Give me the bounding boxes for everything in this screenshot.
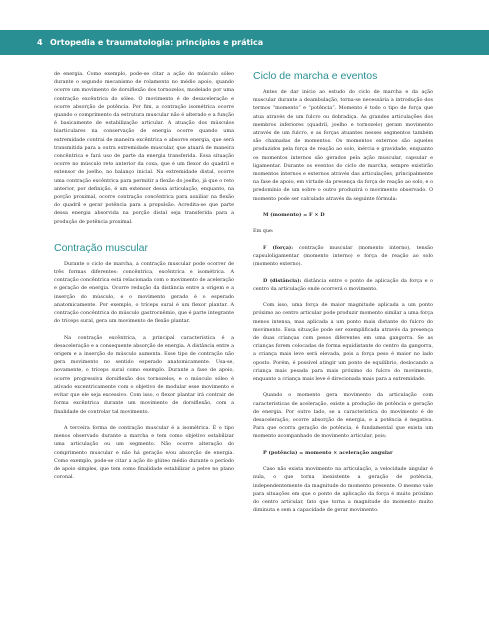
left-paragraph-2: Durante o ciclo de marcha, a contração muscular pode ocorrer de três formas diferentes: concêntrica, excêntrica e isométrica. A contração concêntrica está relacionada com o movimento de aceleração e geração de energia. Ocorre redução da distância entre a origem e a inserção do músculo, e o movimento gerado é o esperado anatomicamente. Por exemplo, o tríceps sural é um flexor plantar. A contração concêntrica do músculo gastrocnêmio, que é parte integrante do tríceps sural, gera um movimento de flexão plantar. bbox=[54, 260, 234, 325]
em-que-label: Em que: bbox=[253, 228, 274, 235]
right-paragraph-1: Antes de dar início ao estudo do ciclo de marcha e da ação muscular durante a deambulação, torna-se necessária a introdução dos termos “momento” e “potência”. Momento é todo o tipo de força que atua através de um fulcro ou dobradiça. As grandes articulações dos membros inferiores (quadril, joelho e tornozelo) geram movimento através de um fulcro, e as forças atuantes nesses segmentos também são chamadas de momentos. Os momentos externos são aqueles produzidos pela força de reação ao solo, inércia e gravidade, enquanto os momentos internos são gerados pela ação muscular, capsular e ligamentar. Durante os eventos do ciclo de marcha, sempre existirão momentos internos e externos através das articulações, principalmente na fase de apoio, em virtude da presença da força de reação ao solo, e o predomínio de um sobre o outro produzirá o movimento observado. O momento pode ser calculado através da seguinte fórmula: bbox=[253, 89, 433, 202]
left-paragraph-4: A terceira forma de contração muscular é a isométrica. É o tipo menos observado durante a marcha e tem como objetivo estabilizar uma articulação ou um segmento. Não ocorre alteração do comprimento muscular e não há geração e/ou absorção de energia. Como exemplo, pode-se citar a ação do glúteo médio durante o período de apoio simples, que tem como finalidade estabilizar a pelve no plano coronal. bbox=[54, 424, 234, 481]
left-column bbox=[54, 70, 234, 481]
definition-distancia-label: D (distância): bbox=[263, 277, 302, 284]
definition-forca-label: F (força): bbox=[263, 244, 294, 251]
definition-forca-text: contração muscular (momento interno), tensão capsuloligamentar (momento interno) e força de reação ao solo (momento externo). bbox=[253, 244, 434, 268]
right-paragraph-2: Com isso, uma força de maior magnitude aplicada a um ponto próximo ao centro articular pode produzir momento similar a uma força menos intensa, mas aplicada a um ponto mais distante do fulcro do movimento. Essa situação pode ser exemplificada através da presença de duas crianças com pesos diferentes em uma gangorra. Se as crianças forem colocadas de forma equidistante do centro da gangorra, a criança mais leve será elevada, pois a força peso é maior no lado oposto. Porém, é possível atingir um ponto de equilíbrio, deslocando a criança mais pesada para mais próximo do fulcro do movimento, enquanto a criança mais leve é direcionada mais para a extremidade. bbox=[253, 302, 433, 383]
definition-distancia bbox=[253, 277, 433, 293]
section-heading-contracao-muscular: Contração muscular bbox=[54, 241, 148, 254]
right-paragraph-3: Quando o momento gera movimento da articulação com características de aceleração, existe a produção de potência e geração de energia. Por outro lado, se a característica do movimento é de desaceleração, ocorre absorção de energia, e a potência é negativa. Para que ocorra geração de potência, é fundamental que exista um momento acompanhado de movimento articular, pois: bbox=[253, 392, 433, 440]
left-paragraph-3: Na contração excêntrica, a principal característica é a desaceleração e a consequente absorção de energia. A distância entre a origem e a inserção do músculo aumenta. Esse tipo de contração não gera movimento no sentido esperado anatomicamente. Usa-se, novamente, o tríceps sural como exemplo. Durante a fase de apoio, ocorre progressiva dorsiflexão dos tornozelos, e o músculo sóleo é ativado excentricamente com o objetivo de modular esse movimento e evitar que ele seja excessivo. Com isso, o flexor plantar irá contrair de forma excêntrica durante um movimento de dorsiflexão, com a finalidade de controlar tal movimento. bbox=[54, 334, 234, 415]
formula-momento: M (momento) = F × D bbox=[263, 212, 325, 219]
section-heading-ciclo-de-marcha: Ciclo de marcha e eventos bbox=[253, 70, 378, 82]
left-paragraph-1: de energia. Como exemplo, pode-se citar a ação do músculo sóleo durante o segundo mecanismo de rolamento no médio apoio, quando ocorre um movimento de dorsiflexão dos tornozelos, modelado por uma contração excêntrica do sóleo. O movimento é de desaceleração e ocorre absorção de potência. Por fim, a contração isométrica ocorre quando o comprimento da estrutura muscular não é alterado e a função é basicamente de estabilização articular. A atuação dos músculos biarticulares na conservação de energia ocorre quando uma extremidade contrai de maneira excêntrica e absorve energia, que será transmitida para a outra extremidade muscular, que atuará de maneira concêntrica e fará uso de parte da energia transferida. Essa situação ocorre no músculo reto anterior da coxa, que é um flexor do quadril e extensor de joelho, no balanço inicial. Na extremidade distal, ocorre uma contração excêntrica para permitir a flexão do joelho, já que o reto anterior, por definição, é um extensor dessa articulação, enquanto, na porção proximal, ocorre contração concêntrica para auxiliar na flexão do quadril e gerar potência para a propulsão. Acredita-se que parte dessa energia absorvida na porção distal seja transferida para a produção de potência proximal. bbox=[54, 71, 234, 225]
definition-forca bbox=[253, 244, 433, 269]
page-header-bar bbox=[0, 30, 489, 55]
right-paragraph-4: Caso não exista movimento na articulação, a velocidade angular é nula, o que torna inexistente a geração de potência, independentemente da magnitude do momento presente. O mesmo vale para situações em que o ponto de aplicação da força é muito próximo do centro articular, fato que torna a magnitude do momento muito diminuta e sem a capacidade de gerar movimento. bbox=[253, 466, 433, 514]
right-column bbox=[253, 70, 433, 514]
running-title: Ortopedia e traumatologia: princípios e prática bbox=[50, 38, 264, 47]
formula-potencia: P (potência) = momento × aceleração angular bbox=[263, 449, 393, 456]
definition-distancia-text: distância entre o ponto de aplicação da força e o centro da articulação onde ocorrerá o movimento. bbox=[253, 277, 433, 292]
page-number: 4 bbox=[37, 38, 43, 47]
